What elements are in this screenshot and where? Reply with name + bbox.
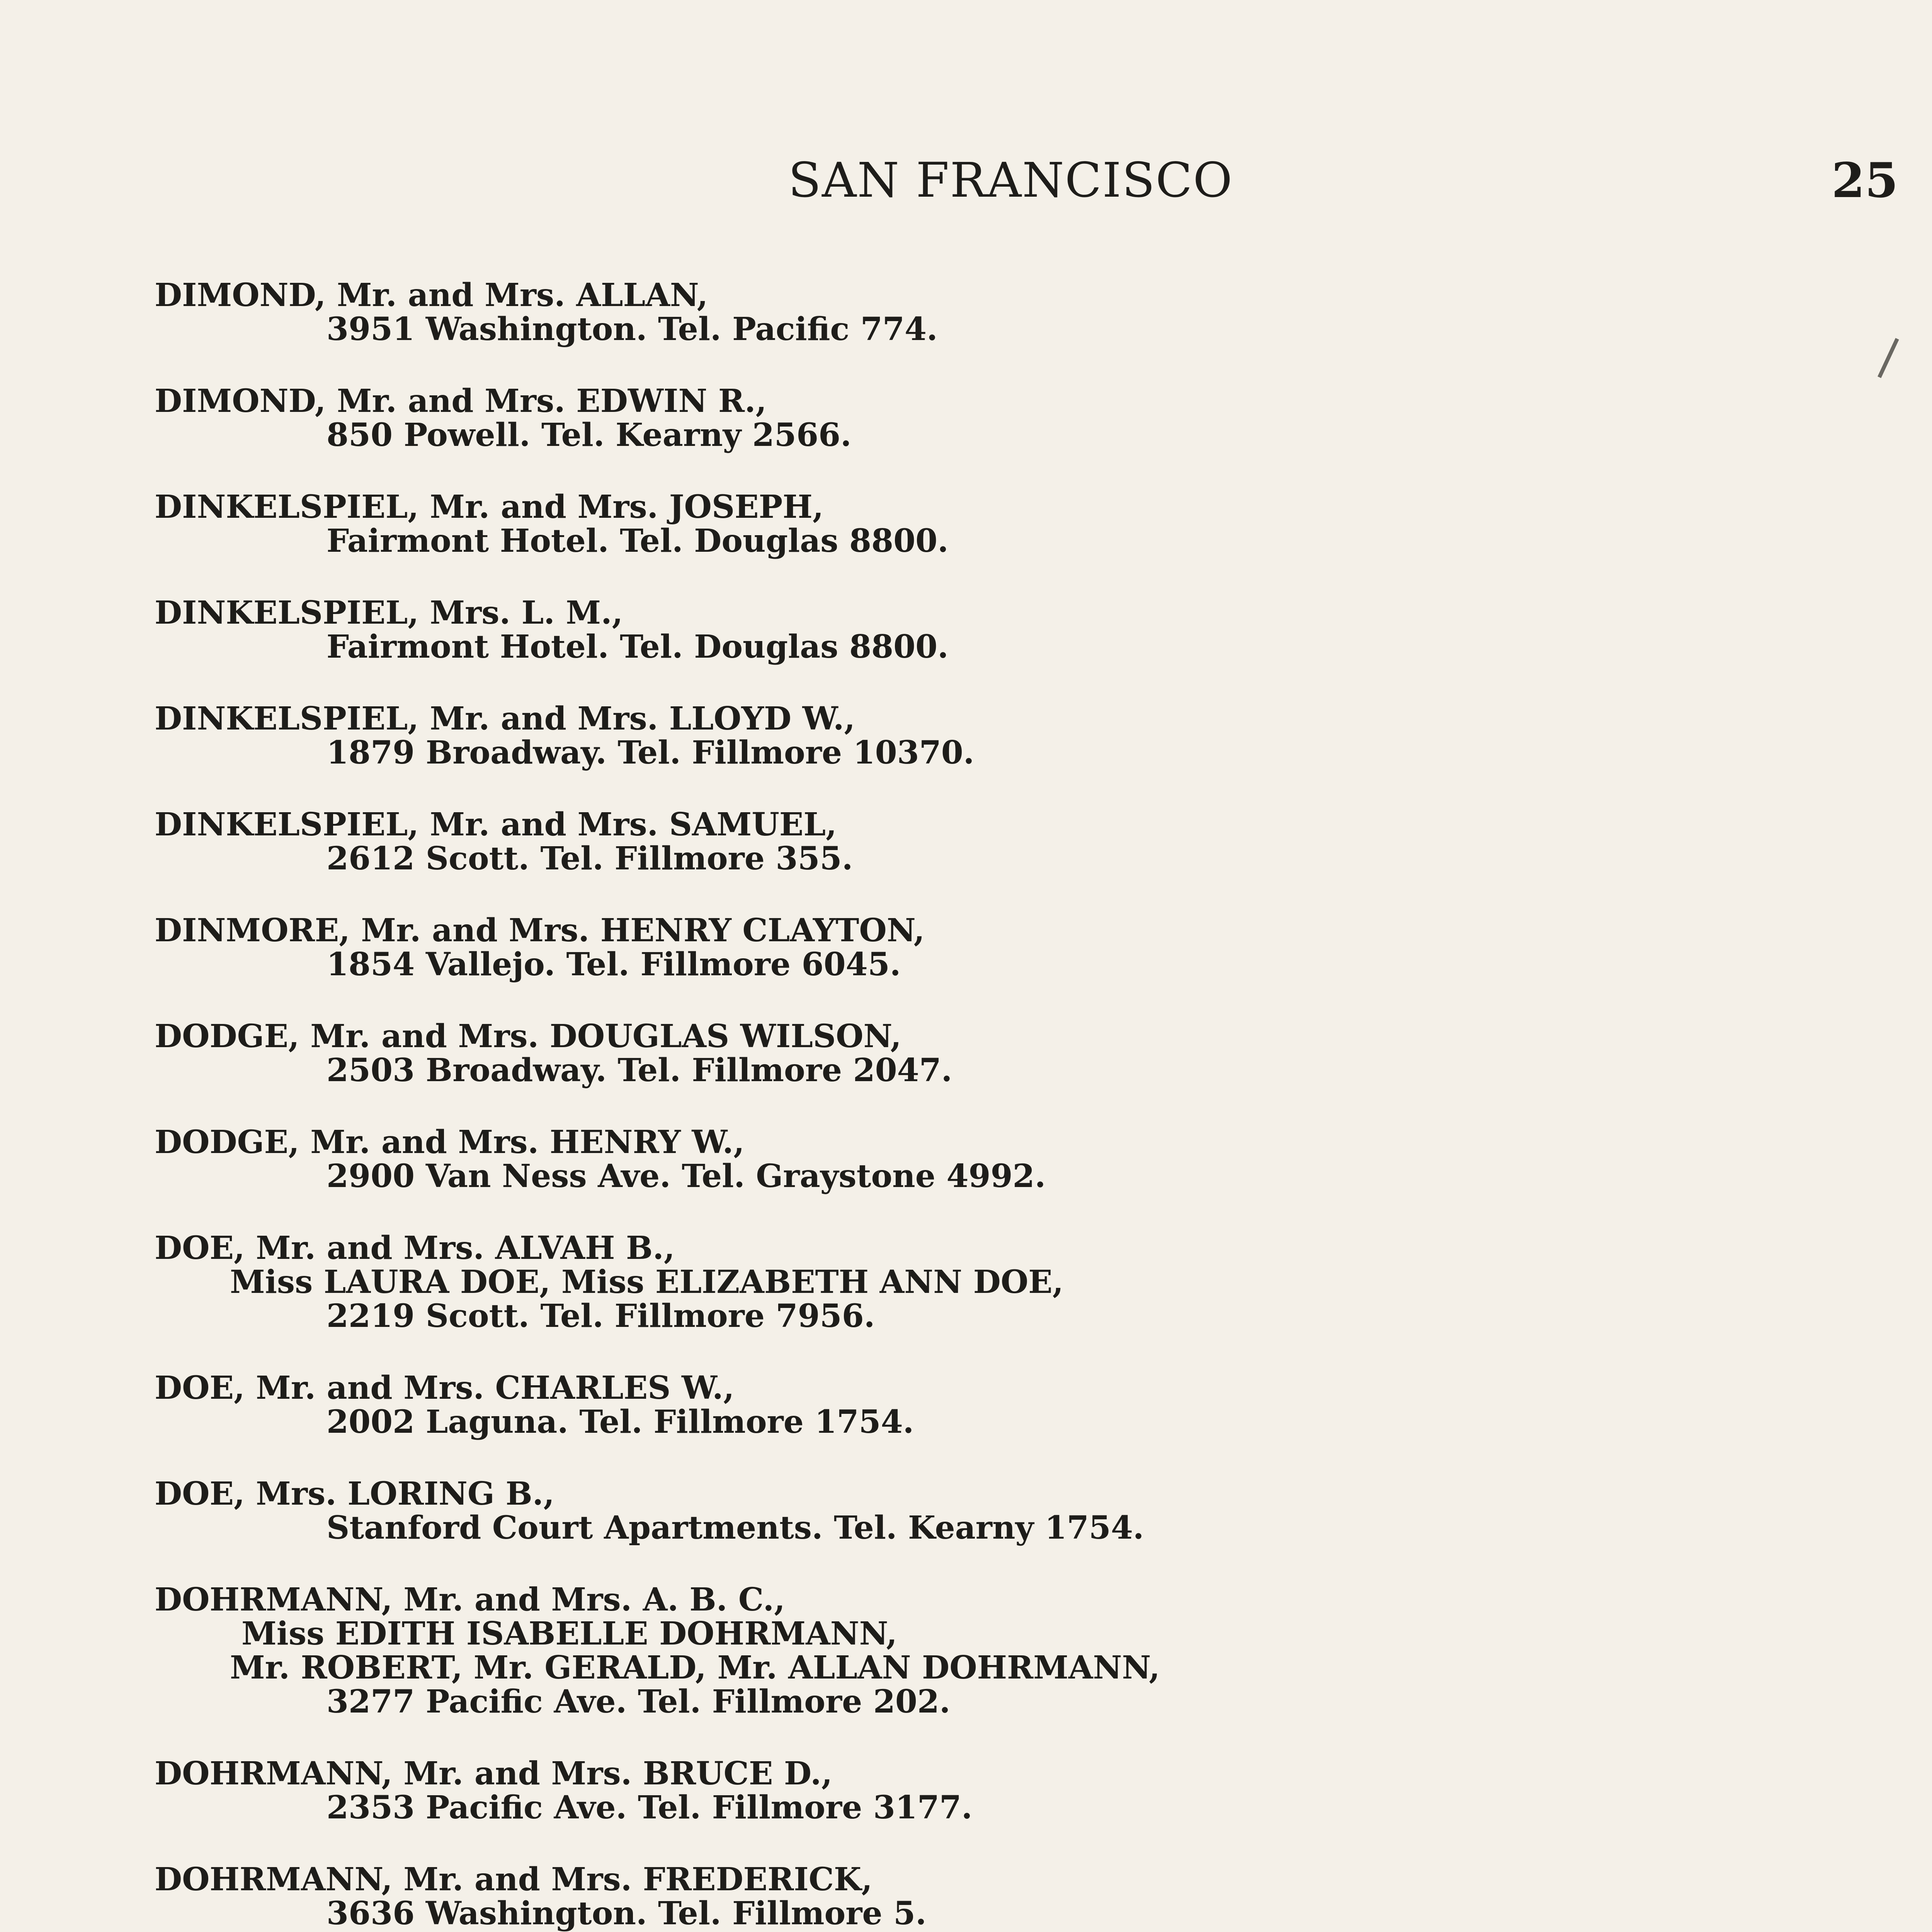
page-title: SAN FRANCISCO (788, 153, 1233, 208)
entry-name: DIMOND, Mr. and Mrs. ALLAN, (155, 277, 708, 314)
entry-family-members: Miss EDITH ISABELLE DOHRMANN, (242, 1615, 897, 1652)
entry-name: DOE, Mr. and Mrs. CHARLES W., (155, 1369, 735, 1406)
entry-name: DODGE, Mr. and Mrs. HENRY W., (155, 1124, 745, 1161)
directory-entry (155, 1231, 1893, 1333)
entry-name: DODGE, Mr. and Mrs. DOUGLAS WILSON, (155, 1018, 901, 1055)
entry-address: 2002 Laguna. Tel. Fillmore 1754. (327, 1403, 914, 1440)
entry-address: 2219 Scott. Tel. Fillmore 7956. (327, 1298, 875, 1335)
entry-address: 1854 Vallejo. Tel. Fillmore 6045. (327, 946, 901, 983)
entry-address: 2503 Broadway. Tel. Fillmore 2047. (327, 1052, 952, 1089)
directory-entry (155, 278, 1893, 346)
entry-name: DINKELSPIEL, Mr. and Mrs. LLOYD W., (155, 700, 855, 737)
directory-entry (155, 490, 1893, 558)
entry-name: DINKELSPIEL, Mr. and Mrs. JOSEPH, (155, 488, 824, 526)
entry-name: DINKELSPIEL, Mr. and Mrs. SAMUEL, (155, 806, 837, 843)
directory-entry (155, 808, 1893, 876)
entry-address: 2612 Scott. Tel. Fillmore 355. (327, 840, 853, 877)
entry-address: 3636 Washington. Tel. Fillmore 5. (327, 1895, 927, 1932)
entry-family-members: Miss LAURA DOE, Miss ELIZABETH ANN DOE, (230, 1264, 1064, 1301)
entry-name: DOE, Mrs. LORING B., (155, 1475, 554, 1512)
entry-family-members: Mr. ROBERT, Mr. GERALD, Mr. ALLAN DOHRMANN, (230, 1649, 1160, 1686)
entry-address: 1879 Broadway. Tel. Fillmore 10370. (327, 734, 975, 771)
entry-address: Fairmont Hotel. Tel. Douglas 8800. (327, 628, 949, 665)
directory-entry (155, 913, 1893, 981)
directory-entry (155, 1019, 1893, 1087)
entry-name: DOHRMANN, Mr. and Mrs. FREDERICK, (155, 1861, 872, 1898)
entry-name: DOE, Mr. and Mrs. ALVAH B., (155, 1230, 675, 1267)
entry-address: Stanford Court Apartments. Tel. Kearny 1754. (327, 1509, 1144, 1546)
page-number: 25 (1832, 153, 1898, 209)
directory-entry (155, 1757, 1893, 1825)
directory-entry (155, 596, 1893, 664)
entry-name: DOHRMANN, Mr. and Mrs. BRUCE D., (155, 1755, 833, 1792)
directory-entry (155, 384, 1893, 452)
entry-address: 850 Powell. Tel. Kearny 2566. (327, 417, 852, 454)
directory-entry (155, 1477, 1893, 1545)
directory-entry (155, 1371, 1893, 1439)
entry-address: Fairmont Hotel. Tel. Douglas 8800. (327, 522, 949, 560)
entry-address: 3277 Pacific Ave. Tel. Fillmore 202. (327, 1683, 951, 1720)
entry-address: 2900 Van Ness Ave. Tel. Graystone 4992. (327, 1158, 1046, 1195)
entry-name: DOHRMANN, Mr. and Mrs. A. B. C., (155, 1581, 785, 1618)
entry-name: DINKELSPIEL, Mrs. L. M., (155, 594, 623, 631)
directory-entries (155, 278, 1893, 1932)
directory-entry (155, 1583, 1893, 1719)
entry-name: DIMOND, Mr. and Mrs. EDWIN R., (155, 383, 767, 420)
entry-address: 3951 Washington. Tel. Pacific 774. (327, 311, 938, 348)
entry-name: DINMORE, Mr. and Mrs. HENRY CLAYTON, (155, 912, 925, 949)
directory-entry (155, 702, 1893, 770)
directory-entry (155, 1862, 1893, 1930)
entry-address: 2353 Pacific Ave. Tel. Fillmore 3177. (327, 1789, 973, 1826)
directory-entry (155, 1125, 1893, 1193)
